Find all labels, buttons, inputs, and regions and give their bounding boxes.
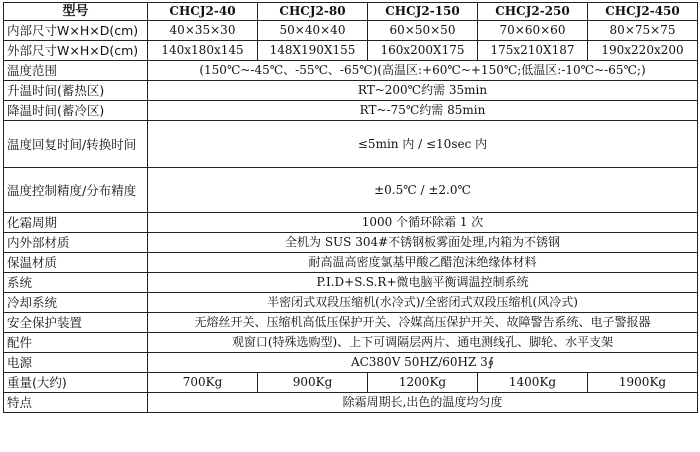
heat-time-label: 升温时间(蓄热区) [4,81,148,101]
cool-time-value: RT~-75℃约需 85min [148,101,698,121]
recovery-time-value: ≤5min 内 / ≤10sec 内 [148,121,698,168]
spec-table [3,2,698,413]
table-row-power [4,353,698,373]
system-value: P.I.D+S.S.R+微电脑平衡调温控制系统 [148,273,698,293]
accessories-label: 配件 [4,333,148,353]
table-row-temp-range [4,61,698,81]
table-row-accessories [4,333,698,353]
insulation-label: 保温材质 [4,253,148,273]
cooling-label: 冷却系统 [4,293,148,313]
outer-size-value: 140x180x145 [148,41,258,61]
table-row-cooling [4,293,698,313]
table-row-header [4,3,698,21]
outer-size-value: 160x200X175 [368,41,478,61]
outer-size-value: 175x210X187 [478,41,588,61]
temp-range-value: (150℃~-45℃、-55℃、-65℃)(高温区:+60℃~+150℃;低温区:-10℃~-65℃;) [148,61,698,81]
defrost-label: 化霜周期 [4,213,148,233]
table-row-control-accuracy [4,168,698,213]
table-row-weight [4,373,698,393]
weight-label: 重量(大约) [4,373,148,393]
inner-size-value: 40×35×30 [148,21,258,41]
model-name: CHCJ2-250 [478,3,588,21]
power-value: AC380V 50HZ/60HZ 3∮ [148,353,698,373]
system-label: 系统 [4,273,148,293]
model-name: CHCJ2-450 [588,3,698,21]
cooling-value: 半密闭式双段压缩机(水冷式)/全密闭式双段压缩机(风冷式) [148,293,698,313]
table-row-recovery-time [4,121,698,168]
outer-size-label: 外部尺寸W×H×D(cm) [4,41,148,61]
weight-value: 1200Kg [368,373,478,393]
temp-range-label: 温度范围 [4,61,148,81]
table-row-material [4,233,698,253]
table-row-outer-size [4,41,698,61]
control-accuracy-label: 温度控制精度/分布精度 [4,168,148,213]
weight-value: 1400Kg [478,373,588,393]
inner-size-value: 80×75×75 [588,21,698,41]
table-row-inner-size [4,21,698,41]
table-row-system [4,273,698,293]
table-row-features [4,393,698,413]
weight-value: 900Kg [258,373,368,393]
table-row-defrost [4,213,698,233]
table-row-insulation [4,253,698,273]
table-row-safety [4,313,698,333]
safety-value: 无熔丝开关、压缩机高低压保护开关、冷媒高压保护开关、故障警告系统、电子警报器 [148,313,698,333]
cool-time-label: 降温时间(蓄冷区) [4,101,148,121]
outer-size-value: 190x220x200 [588,41,698,61]
safety-label: 安全保护装置 [4,313,148,333]
features-label: 特点 [4,393,148,413]
model-name: CHCJ2-80 [258,3,368,21]
accessories-value: 观窗口(特殊选购型)、上下可调隔层两片、通电测线孔、脚轮、水平支架 [148,333,698,353]
table-row-cool-time [4,101,698,121]
features-value: 除霜周期长,出色的温度均匀度 [148,393,698,413]
defrost-value: 1000 个循环除霜 1 次 [148,213,698,233]
control-accuracy-value: ±0.5℃ / ±2.0℃ [148,168,698,213]
table-row-heat-time [4,81,698,101]
heat-time-value: RT~200℃约需 35min [148,81,698,101]
inner-size-label: 内部尺寸W×H×D(cm) [4,21,148,41]
weight-value: 700Kg [148,373,258,393]
recovery-time-label: 温度回复时间/转换时间 [4,121,148,168]
inner-size-value: 60×50×50 [368,21,478,41]
inner-size-value: 50×40×40 [258,21,368,41]
model-name: CHCJ2-150 [368,3,478,21]
insulation-value: 耐高温高密度氯基甲酸乙醋泡沫绝缘体材料 [148,253,698,273]
model-label: 型号 [4,3,148,21]
outer-size-value: 148X190X155 [258,41,368,61]
weight-value: 1900Kg [588,373,698,393]
material-label: 内外部材质 [4,233,148,253]
inner-size-value: 70×60×60 [478,21,588,41]
material-value: 全机为 SUS 304#不锈钢板雾面处理,内箱为不锈钢 [148,233,698,253]
power-label: 电源 [4,353,148,373]
model-name: CHCJ2-40 [148,3,258,21]
